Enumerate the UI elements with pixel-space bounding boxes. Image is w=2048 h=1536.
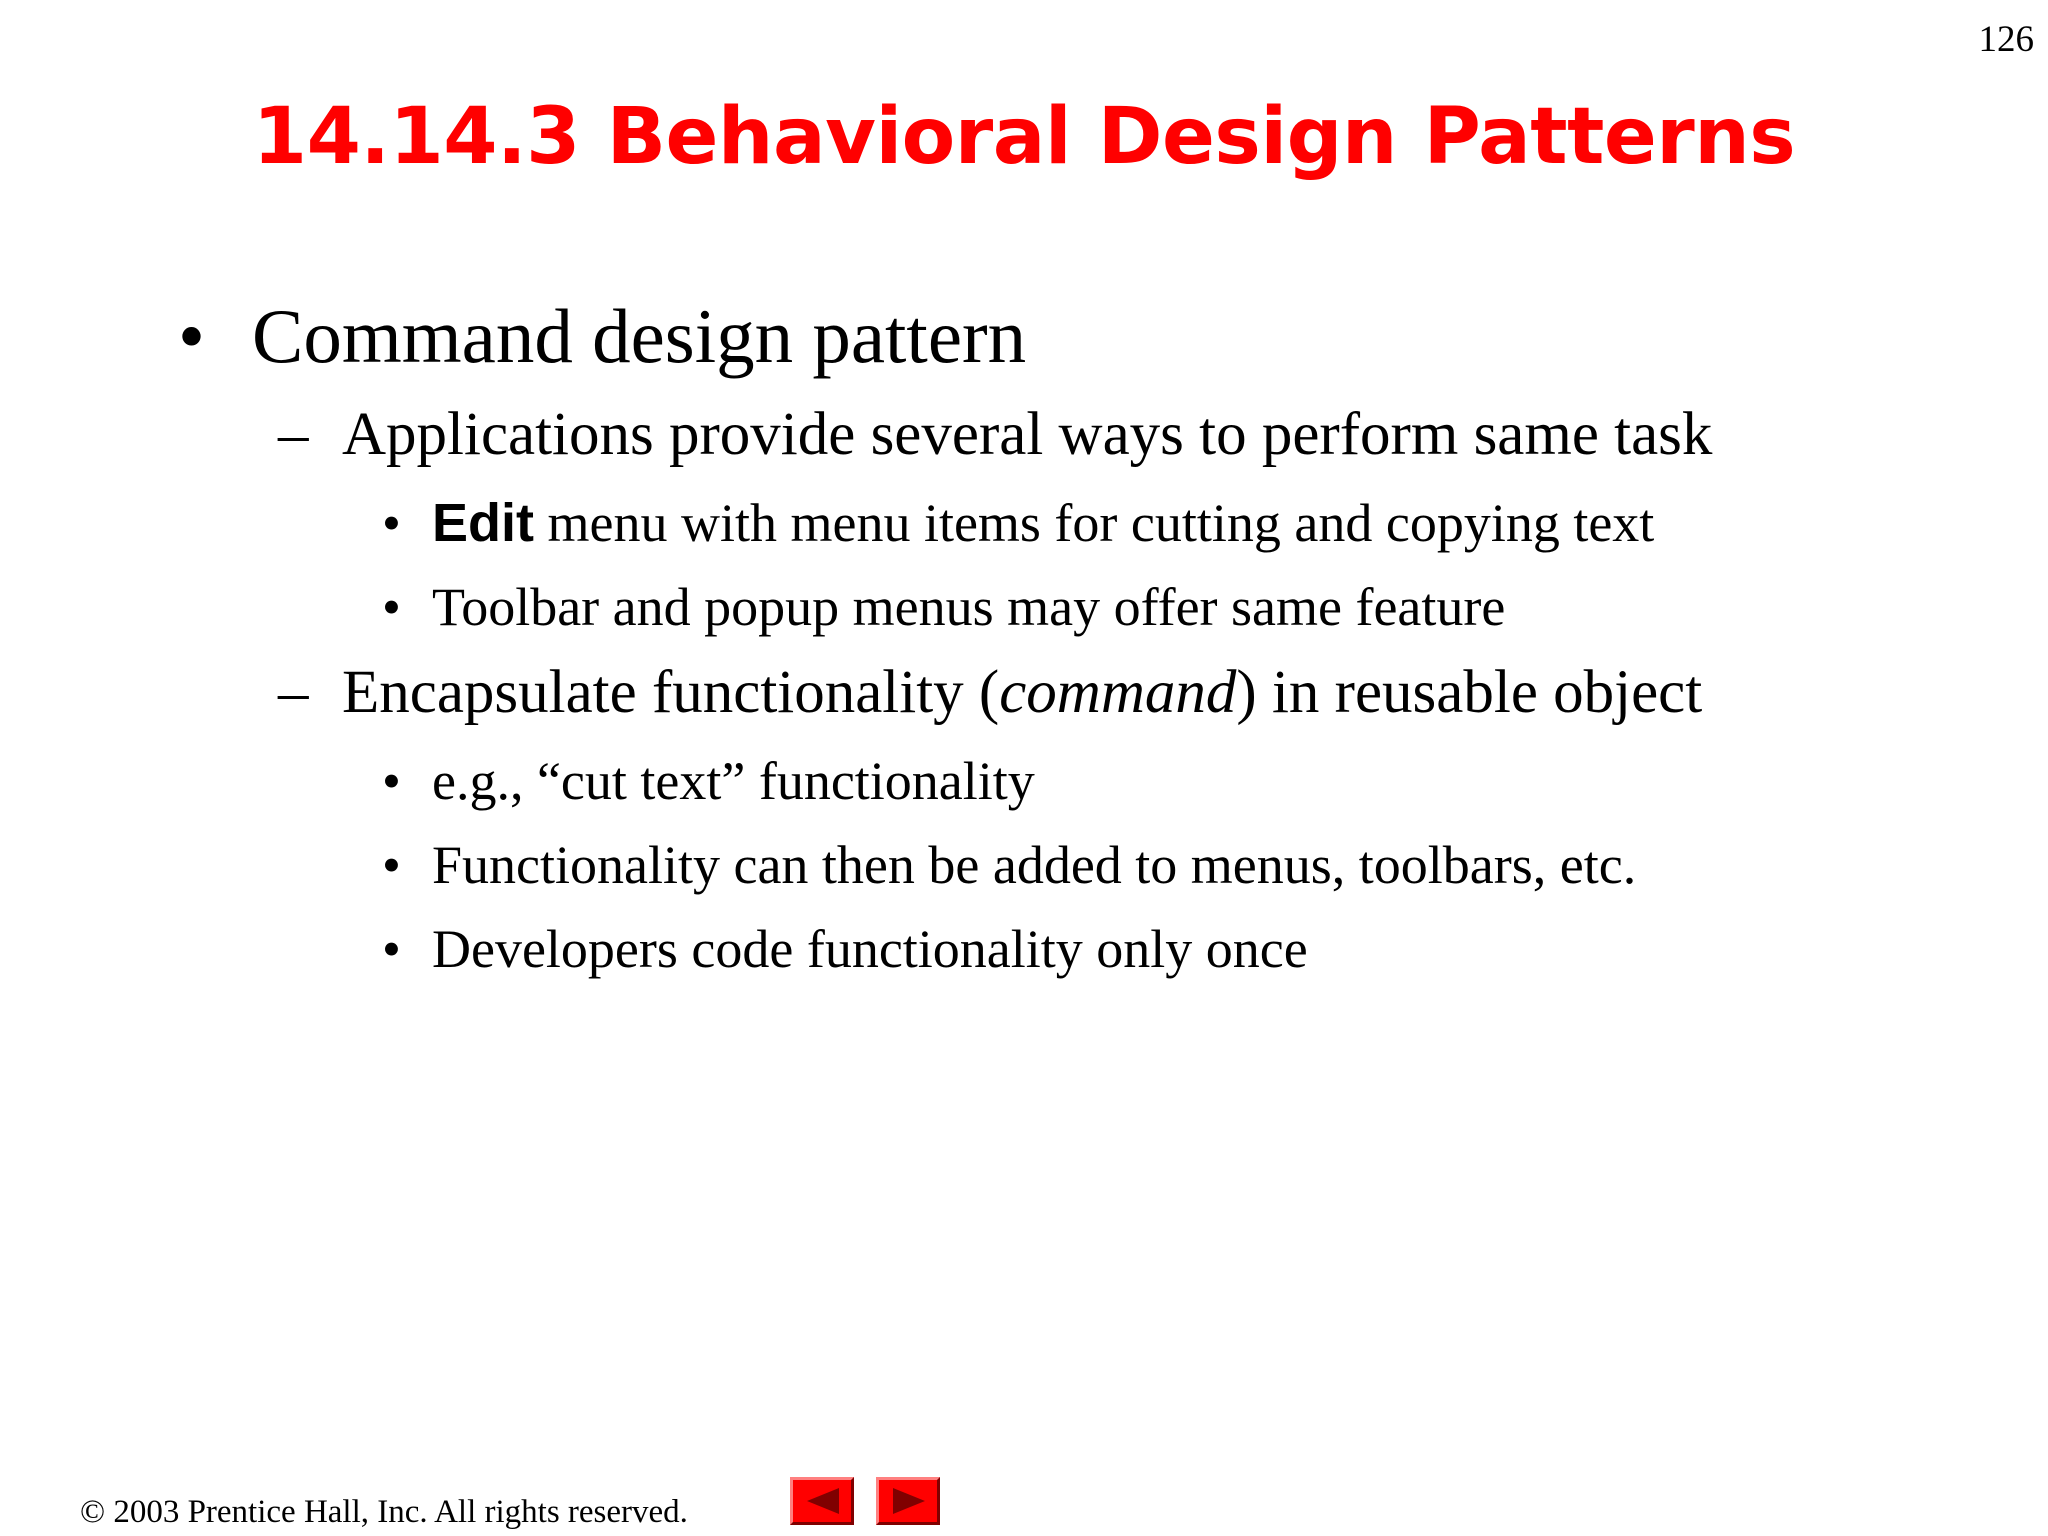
encapsulate-text-before: Encapsulate functionality (: [342, 659, 1000, 726]
dash-marker: –: [278, 659, 309, 726]
bullet-marker: •: [382, 577, 401, 637]
subsubbullet-developers-code: Developers code functionality only once: [432, 919, 1308, 979]
bullet-command-design-pattern: Command design pattern: [252, 293, 1027, 379]
bullet-marker: •: [382, 835, 401, 895]
encapsulate-italic-command: command: [999, 659, 1237, 726]
page-number: 126: [1978, 19, 2034, 60]
bullet-marker: •: [382, 751, 401, 811]
encapsulate-text-after: ) in reusable object: [1236, 659, 1703, 726]
copyright-footer: © 2003 Prentice Hall, Inc. All rights reserved.: [80, 1494, 688, 1530]
left-triangle-arrow-icon: [805, 1486, 841, 1516]
slide-title: 14.14.3 Behavioral Design Patterns: [252, 92, 1796, 182]
subsubbullet-cut-text: e.g., “cut text” functionality: [432, 751, 1035, 811]
right-triangle-arrow-icon: [891, 1486, 927, 1516]
bullet-marker: •: [178, 293, 205, 379]
subsubbullet-edit-menu: [432, 492, 1654, 554]
previous-slide-button[interactable]: [790, 1477, 854, 1525]
subbullet-applications: Applications provide several ways to perform same task: [342, 401, 1713, 468]
edit-menu-text: menu with menu items for cutting and copying text: [534, 493, 1655, 553]
next-slide-button[interactable]: [876, 1477, 940, 1525]
dash-marker: –: [278, 401, 309, 468]
subsubbullet-toolbar: Toolbar and popup menus may offer same feature: [432, 577, 1506, 637]
subbullet-encapsulate: [342, 658, 1702, 728]
bullet-marker: •: [382, 493, 401, 553]
subsubbullet-functionality-added: Functionality can then be added to menus, toolbars, etc.: [432, 835, 1637, 895]
bullet-marker: •: [382, 919, 401, 979]
edit-menu-label: Edit: [432, 493, 534, 553]
